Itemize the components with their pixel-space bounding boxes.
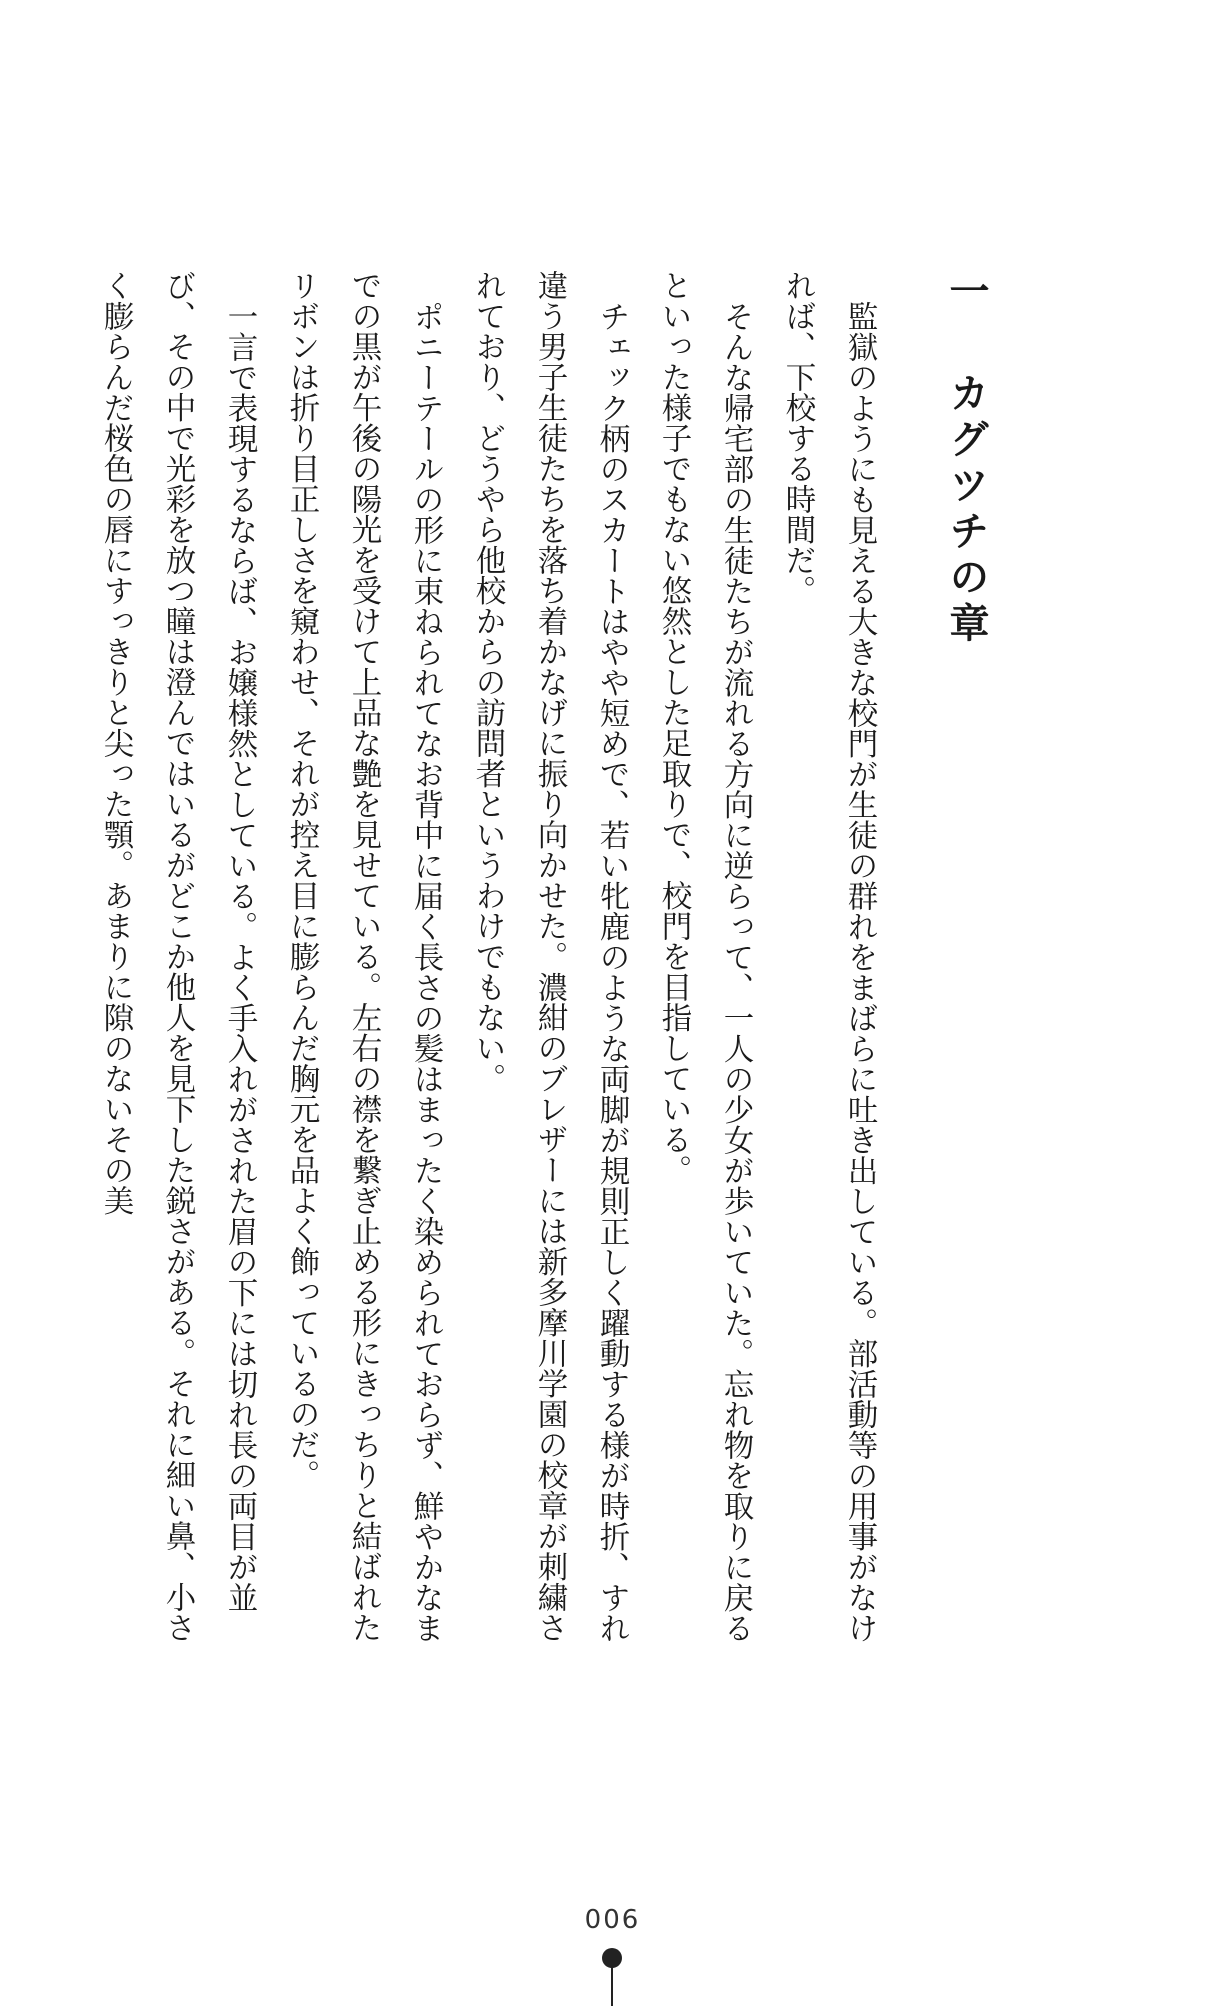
paragraph-5: 一言で表現するならば、お嬢様然としている。よく手入れがされた眉の下には切れ長の両目が並び、その中で光彩を放つ瞳は澄んではいるがどこか他人を見下した鋭さがある。それに細い鼻、小さく膨らんだ桜色の唇にすっきりと尖った顎。あまりに隙のないその美 xyxy=(98,270,257,1643)
marker-line xyxy=(611,1966,613,2006)
chapter-heading xyxy=(936,270,996,648)
body-text xyxy=(98,270,890,1670)
page-marker-icon xyxy=(596,1948,628,2005)
chapter-title: カグツチの章 xyxy=(943,371,989,648)
paragraph-4: ポニーテールの形に束ねられてなお背中に届く長さの髪はまったく染められておらず、鮮やかなまでの黒が午後の陽光を受けて上品な艶を見せている。左右の襟を繋ぎ止める形にきっちりと結ばれたリボンは折り目正しさを窺わせ、それが控え目に膨らんだ胸元を品よく飾っているのだ。 xyxy=(284,270,443,1643)
paragraph-2: そんな帰宅部の生徒たちが流れる方向に逆らって、一人の少女が歩いていた。忘れ物を取りに戻るといった様子でもない悠然とした足取りで、校門を目指している。 xyxy=(656,270,753,1643)
marker-dot xyxy=(602,1948,622,1968)
paragraph-1: 監獄のようにも見える大きな校門が生徒の群れをまばらに吐き出している。部活動等の用事がなければ、下校する時間だ。 xyxy=(780,270,877,1643)
page-number: 006 xyxy=(584,1905,641,1935)
paragraph-3: チェック柄のスカートはやや短めで、若い牝鹿のような両脚が規則正しく躍動する様が時折、すれ違う男子生徒たちを落ち着かなげに振り向かせた。濃紺のブレザーには新多摩川学園の校章が刺繍されており、どうやら他校からの訪問者というわけでもない。 xyxy=(470,270,629,1643)
chapter-number: 一 xyxy=(943,270,989,316)
